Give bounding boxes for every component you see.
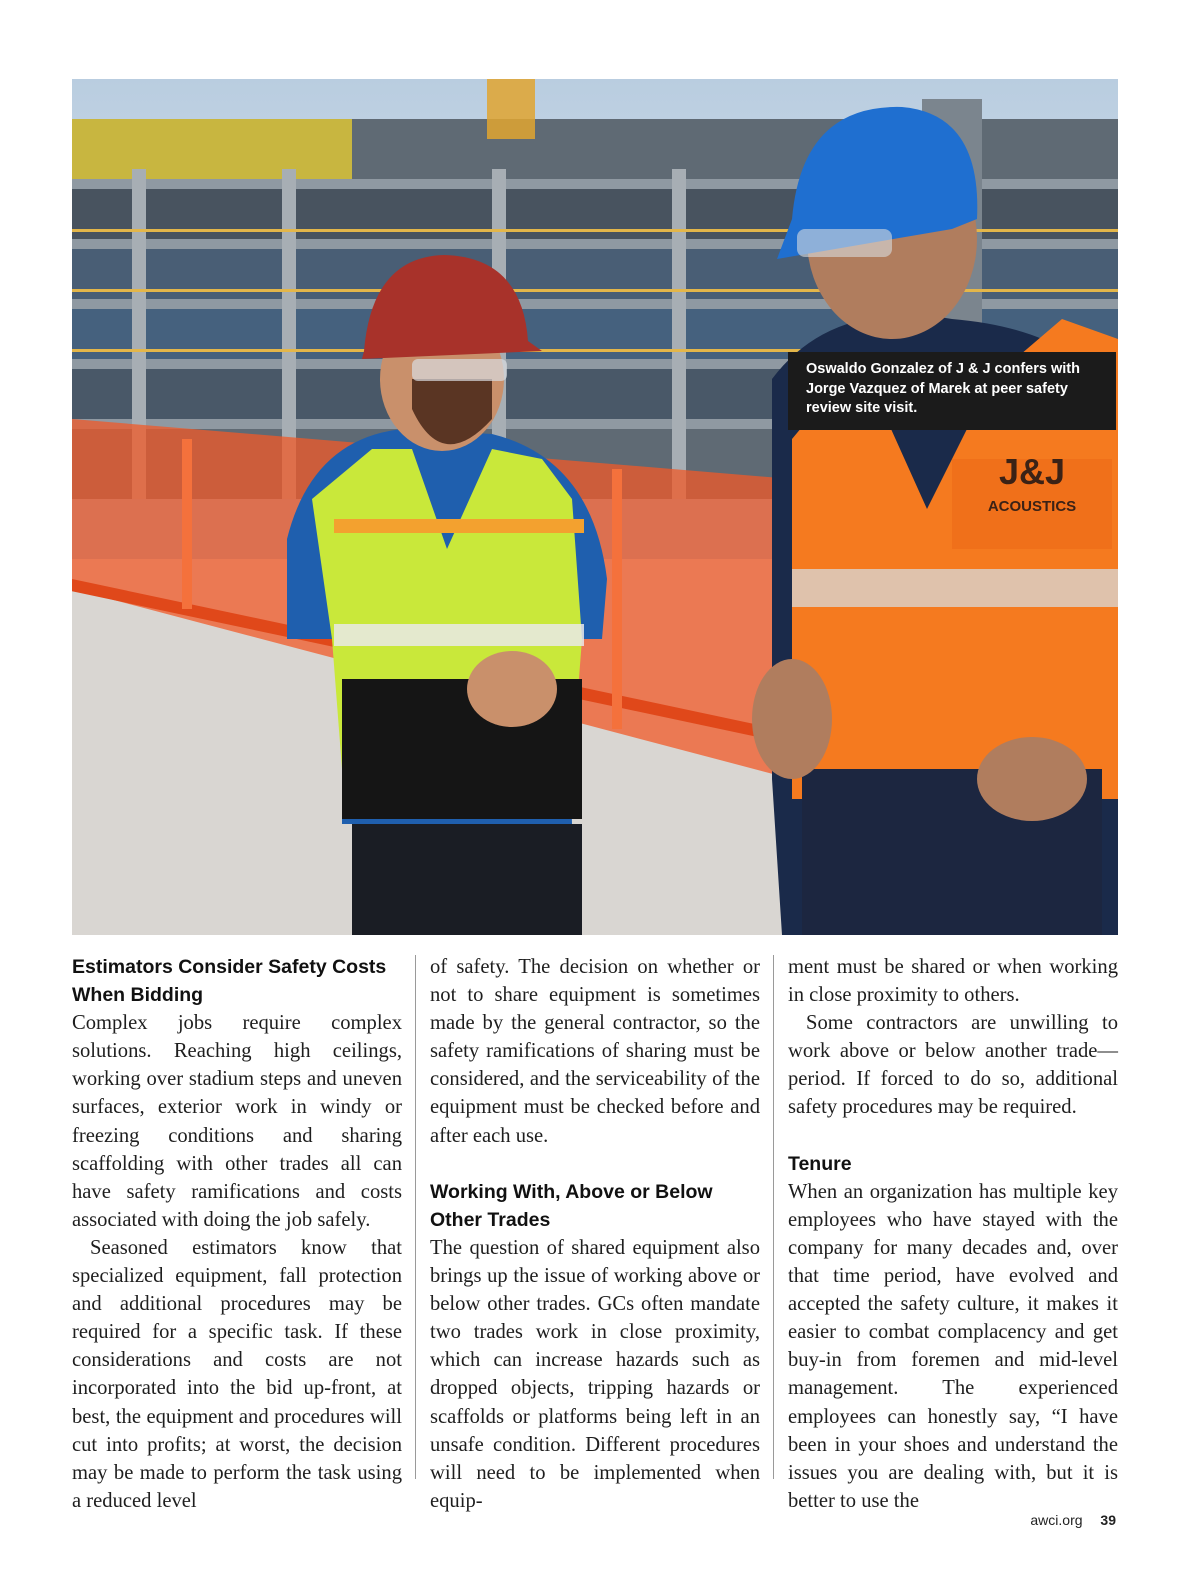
heading-tenure: Tenure	[788, 1152, 852, 1175]
paragraph: Complex jobs require complex solutions. Reaching high ceilings, working over stadium steps and uneven surfaces, exterior work in windy or freezing conditions and sharing scaffolding with other trades all can have safety ramifications and costs associated with doing the job safely.	[72, 1012, 402, 1231]
paragraph: Some contractors are unwilling to work above or below another trade—period. If forced to do so, additional safety procedures may be required.	[788, 1012, 1118, 1119]
heading-estimators-safety: Estimators Consider Safety Costs When Bidding	[72, 956, 387, 1007]
page-number: 39	[1100, 1512, 1116, 1528]
paragraph: ment must be shared or when working in close proximity to others.	[788, 956, 1118, 1007]
construction-site-photo	[72, 79, 1118, 935]
column-3	[788, 953, 1118, 1515]
vest-brand: ACOUSTICS	[987, 498, 1077, 515]
column-divider	[415, 955, 416, 1479]
photo-caption: Oswaldo Gonzalez of J & J confers with Jorge Vazquez of Marek at peer safety review site visit.	[806, 361, 1080, 416]
column-divider	[773, 955, 774, 1479]
paragraph: When an organization has multiple key employees who have stayed with the company for many decades and, over that time period, have evolved and accepted the safety culture, it makes it easier to combat complacency and get buy-in from foremen and mid-level management. The experienced employees can honestly say, “I have been in your shoes and understand the issues you are dealing with, but it is better to use the	[788, 1180, 1118, 1512]
photo-caption-box	[788, 352, 1116, 430]
column-2	[430, 953, 760, 1515]
column-1	[72, 953, 402, 1515]
page-footer	[1030, 1512, 1116, 1528]
heading-working-with-trades: Working With, Above or Below Other Trades	[430, 1180, 713, 1231]
vest-logo: J&J	[998, 451, 1066, 492]
feature-photo	[72, 79, 1118, 935]
footer-url: awci.org	[1030, 1512, 1083, 1528]
paragraph: The question of shared equipment also brings up the issue of working above or below other trades. GCs often mandate two trades work in close proximity, which can increase hazards such as dropped objects, tripping hazards or scaffolds or platforms being left in an unsafe condition. Different procedures will need to be implemented when equip-	[430, 1236, 760, 1512]
paragraph: Seasoned estimators know that specialized equipment, fall protection and additional procedures may be required for a specific task. If these considerations and costs are not incorporated into the bid up-front, at best, the equipment and procedures will cut into profits; at worst, the decision may be made to perform the task using a reduced level	[72, 1236, 402, 1512]
paragraph: of safety. The decision on whether or not to share equipment is sometimes made by the general contractor, so the safety ramifications of sharing must be considered, and the serviceability of the equipment must be checked before and after each use.	[430, 956, 760, 1147]
